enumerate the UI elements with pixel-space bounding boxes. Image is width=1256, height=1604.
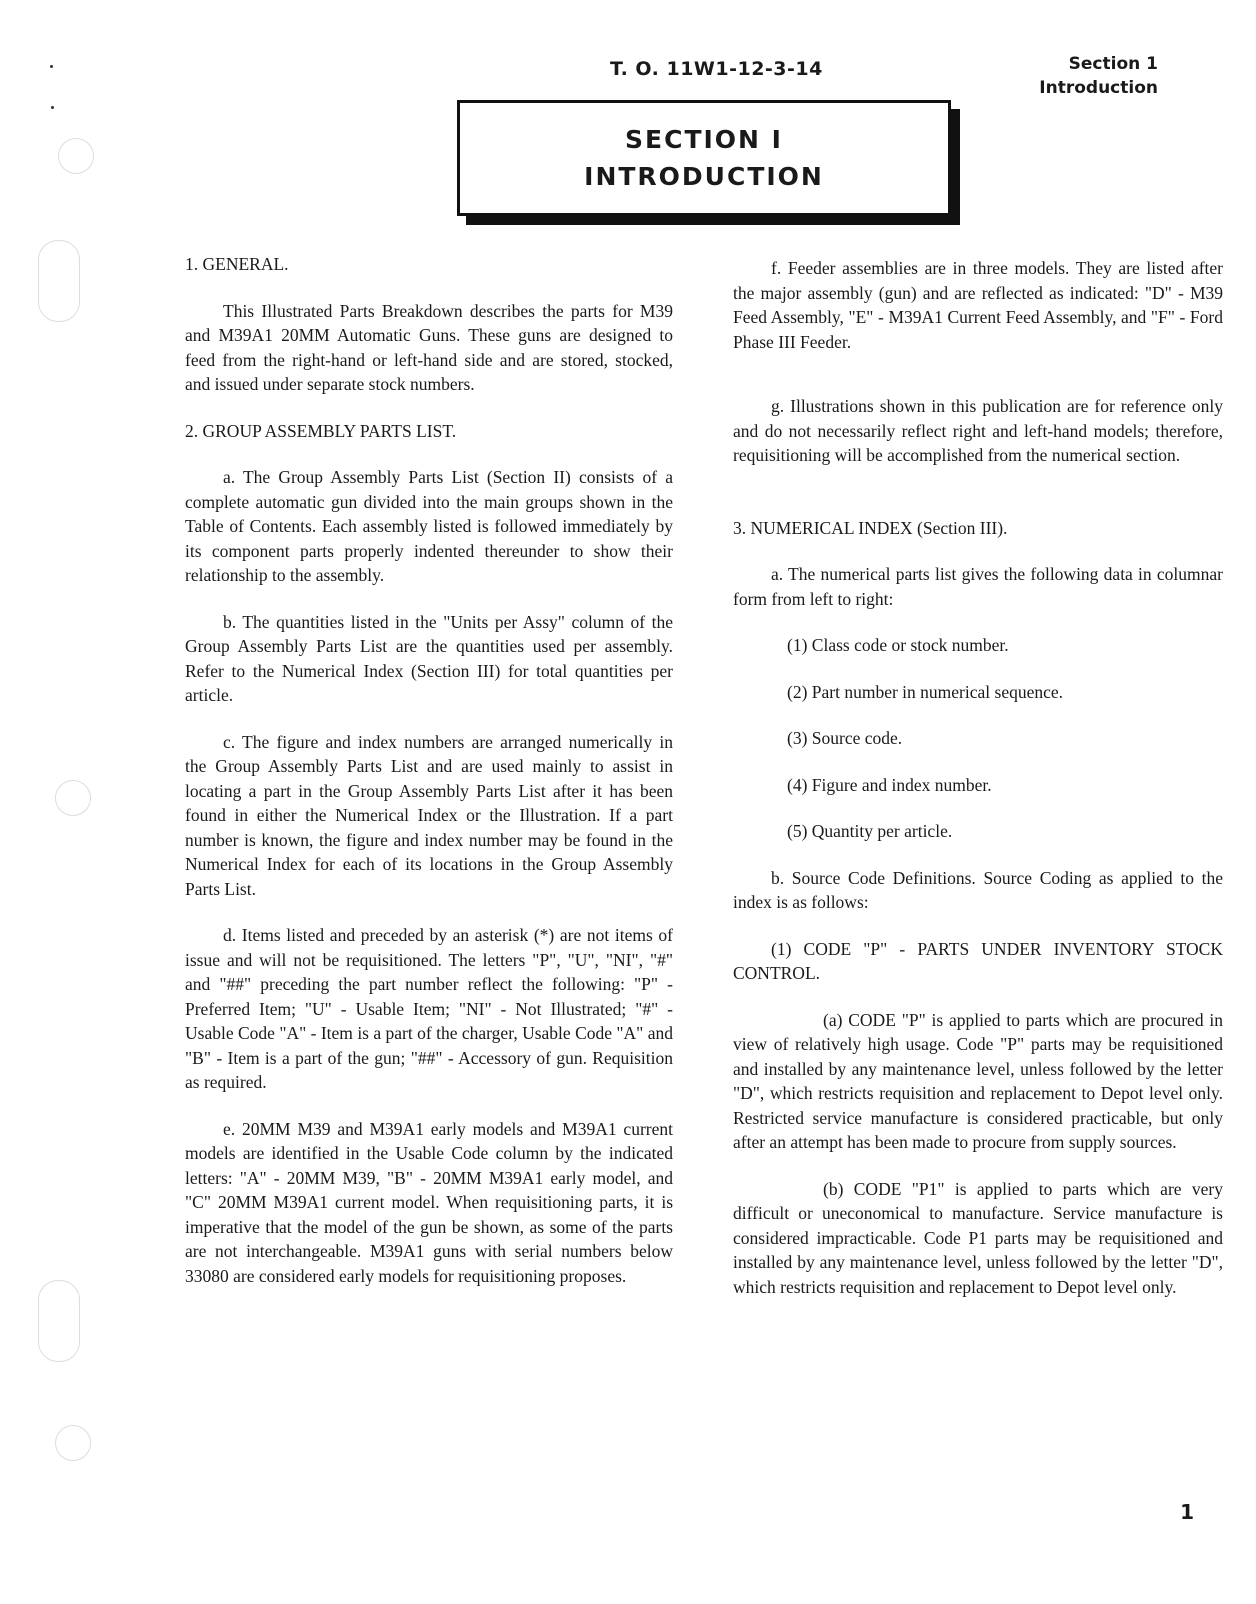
binder-hole-lower (38, 1280, 80, 1362)
list-item: (3) Source code. (787, 728, 903, 748)
paragraph-code-p: (a) CODE "P" is applied to parts which are procured in view of relatively high usage. Code "P" parts may be requisitioned and installed by any maintenance level, unless followed by the letter "D", which restricts requisition and replacement to Depot level only. Restricted service manufacture is considered practicable, but only after an attempt has been made to procure from supply sources. (733, 1009, 1223, 1152)
paragraph-general: This Illustrated Parts Breakdown describes the parts for M39 and M39A1 20MM Automatic Guns. These guns are designed to feed from the right-hand or left-hand side and are stored, stocked, and issued under separate stock numbers. (185, 300, 673, 394)
speck (50, 65, 53, 68)
paragraph-2e: e. 20MM M39 and M39A1 early models and M39A1 current models are identified in the Usable Code column by the indicated letters: "A" - 20MM M39, "B" - 20MM M39A1 early model, and "C" 20MM M39A1 current model. When requisitioning parts, it is imperative that the model of the gun be shown, as some of the parts are not interchangeable. M39A1 guns with serial numbers below 33080 are considered early models for requisitioning proposes. (185, 1118, 673, 1286)
to-number: T. O. 11W1-12-3-14 (610, 58, 823, 80)
speck (51, 106, 54, 109)
section-header (1039, 52, 1158, 100)
heading-numerical-index: 3. NUMERICAL INDEX (Section III). (733, 517, 1008, 538)
paragraph-2a: a. The Group Assembly Parts List (Section II) consists of a complete automatic gun divided into the main groups shown in the Table of Contents. Each assembly listed is followed immediately by its component parts properly indented thereunder to show their relationship to the assembly. (185, 467, 673, 585)
section-label: Section 1 (1068, 54, 1158, 74)
page-number: 1 (1180, 1500, 1194, 1524)
binder-hole-upper (38, 240, 80, 322)
section-name: Introduction (1039, 78, 1158, 98)
section-title-line2: INTRODUCTION (584, 162, 824, 191)
paragraph-3a: a. The numerical parts list gives the following data in columnar form from left to right: (733, 564, 1223, 609)
paragraph-2c: c. The figure and index numbers are arranged numerically in the Group Assembly Parts List and are used mainly to assist in locating a part in the Group Assembly Parts List after it has been found in either the Numerical Index or the Illustration. If a part number is known, the figure and index number may be found in the Numerical Index for each of its locations in the Group Assembly Parts List. (185, 731, 673, 899)
list-item: (2) Part number in numerical sequence. (787, 681, 1064, 702)
paragraph-2d: d. Items listed and preceded by an asterisk (*) are not items of issue and will not be requisitioned. The letters "P", "U", "NI", "#" and "##" preceding the part number reflect the following: "P" - Preferred Item; "U" - Usable Item; "NI" - Not Illustrated; "#" - Usable Code "A" - Item is a part of the charger, Usable Code "A" and "B" - Item is a part of the gun; "##" - Accessory of gun. Requisition as required. (185, 925, 673, 1092)
right-column (733, 256, 1223, 1299)
binder-hole-middle (55, 780, 91, 816)
paragraph-3b: b. Source Code Definitions. Source Coding as applied to the index is as follows: (733, 867, 1223, 912)
section-title-box (457, 100, 951, 216)
paragraph-2b: b. The quantities listed in the "Units per Assy" column of the Group Assembly Parts List are the quantities used per assembly. Refer to the Numerical Index (Section III) for total quantities per article. (185, 611, 673, 705)
paragraph-code-p1: (b) CODE "P1" is applied to parts which are very difficult or uneconomical to manufacture. Service manufacture is considered impracticable. Code P1 parts may be requisitioned and installed by any maintenance level, unless followed by the letter "D", which restricts requisition and replacement to Depot level only. (733, 1178, 1223, 1297)
list-item: (4) Figure and index number. (787, 774, 992, 795)
heading-group-assembly: 2. GROUP ASSEMBLY PARTS LIST. (185, 420, 457, 441)
paragraph-2f: f. Feeder assemblies are in three models. They are listed after the major assembly (gun) and are reflected as indicated: "D" - M39 Feed Assembly, "E" - M39A1 Current Feed Assembly, and "F" - Ford Phase III Feeder. (733, 258, 1223, 352)
paragraph-2g: g. Illustrations shown in this publication are for reference only and do not necessarily reflect right and left-hand models; therefore, requisitioning will be accomplished from the numerical section. (733, 396, 1223, 465)
list-item: (1) Class code or stock number. (787, 635, 1009, 655)
left-column (185, 252, 673, 1288)
binder-hole-top (58, 138, 94, 174)
binder-hole-bottom (55, 1425, 91, 1461)
section-title-line1: SECTION I (625, 125, 783, 154)
paragraph-code-p-heading: (1) CODE "P" - PARTS UNDER INVENTORY STOCK CONTROL. (733, 938, 1223, 983)
heading-general: 1. GENERAL. (185, 254, 289, 274)
list-item: (5) Quantity per article. (787, 821, 953, 841)
